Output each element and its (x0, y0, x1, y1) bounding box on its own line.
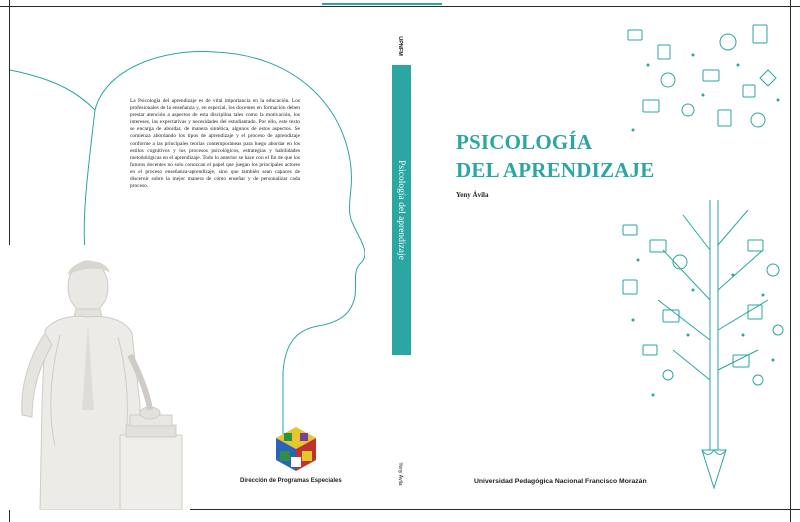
back-cover (0, 0, 365, 522)
author-name: Yeny Ávila (456, 191, 489, 199)
spine-author: Yeny Ávila (397, 462, 403, 486)
spine-title: Psicología del aprendizaje (396, 160, 406, 260)
statue-image (0, 245, 190, 510)
back-cover-blurb: La Psicología del aprendizaje es de vital importancia en la educación. Los profesionales de la enseñanza y, en especial, los docentes en formación deben prestar atención a aspectos de esta disciplina tales como la motivación, los intereses, las expectativas y necesidades del estudiantado. Por ello, este texto se encarga de abordar, de manera sintética, algunos de estos aspectos. Se comienza abordando los tipos de aprendizaje y el proceso de aprendizaje conforme a las principales teorías contemporáneas para luego abordar en los estilos cognitivos y los procesos psicológicos, estrategias y habilidades metodológicas en el aprendizaje. Todo lo anterior se hace con el fin de que los futuros docentes no solo conozcan el papel que juegan los principales actores en el proceso enseñanza-aprendizaje, sino que también sean capaces de discernir sobre la mejor manera de cómo enseñar y de personalizar cada proceso. (130, 98, 300, 190)
publisher-logo (272, 425, 320, 473)
publisher-name: Dirección de Programas Especiales (240, 478, 342, 484)
front-cover (418, 0, 800, 522)
knowledge-tree-illustration (418, 0, 800, 522)
book-title-line-2: DEL APRENDIZAJE (456, 158, 655, 182)
book-title-line-1: PSICOLOGÍA (456, 130, 593, 154)
university-name: Universidad Pedagógica Nacional Francisco Morazán (474, 478, 647, 485)
spine-publisher-code: UPNFM (397, 36, 403, 56)
book-title (456, 128, 654, 184)
